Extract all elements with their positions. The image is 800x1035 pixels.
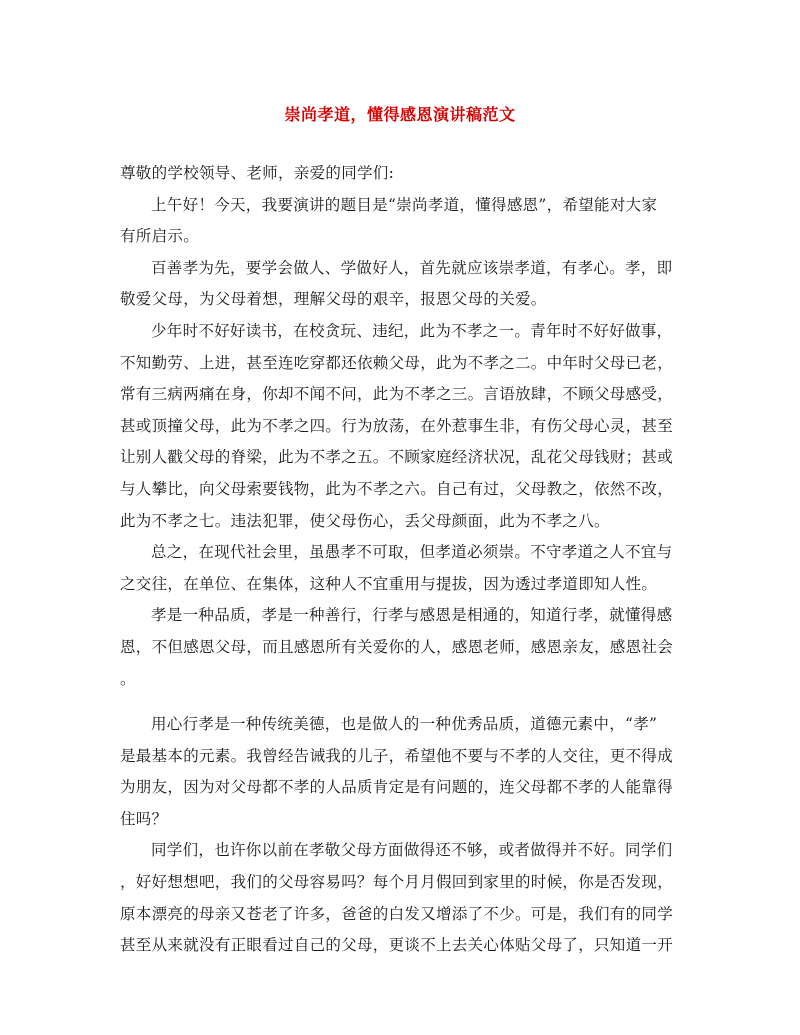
text-line: 之交往，在单位、在集体，这种人不宜重用与提拔，因为透过孝道即知人性。 [120, 574, 658, 593]
text-line: 孝是一种品质，孝是一种善行，行孝与感恩是相通的，知道行孝，就懂得感 [151, 606, 673, 625]
text-line: 尊敬的学校领导、老师，亲爱的同学们: [120, 164, 395, 182]
text-line: 此为不孝之七。违法犯罪，使父母伤心，丢父母颜面，此为不孝之八。 [120, 511, 610, 530]
text-line: ，好好想想吧，我们的父母容易吗？每个月月假回到家里的时候，你是否发现， [120, 873, 674, 892]
text-line: 原本漂亮的母亲又苍老了许多，爸爸的白发又增添了不少。可是，我们有的同学 [120, 904, 674, 923]
text-line: 上午好！今天，我要演讲的题目是“崇尚孝道，懂得感恩”，希望能对大家 [151, 195, 658, 214]
text-line: 常有三病两痛在身，你却不闻不问，此为不孝之三。言语放肆，不顾父母感受， [120, 385, 674, 404]
text-line: 有所启示。 [120, 227, 200, 246]
document-body [120, 158, 680, 962]
text-line: 不知勤劳、上进，甚至连吃穿都还依赖父母，此为不孝之二。中年时父母已老， [120, 353, 674, 372]
text-line: 用心行孝是一种传统美德，也是做人的一种优秀品质，道德元素中，“孝” [151, 715, 658, 734]
text-line: 让别人戳父母的脊梁，此为不孝之五。不顾家庭经济状况，乱花父母钱财；甚或 [120, 448, 674, 467]
text-line: 总之，在现代社会里，虽愚孝不可取，但孝道必须崇。不守孝道之人不宜与 [151, 543, 673, 562]
text-line: 。 [120, 669, 136, 688]
text-line: 为朋友，因为对父母都不孝的人品质肯定是有问题的，连父母都不孝的人能靠得 [120, 778, 674, 797]
text-line: 同学们，也许你以前在孝敬父母方面做得还不够，或者做得并不好。同学们 [151, 841, 673, 860]
text-line: 百善孝为先，要学会做人、学做好人，首先就应该崇孝道，有孝心。孝，即 [151, 258, 673, 277]
text-line: 敬爱父母，为父母着想，理解父母的艰辛，报恩父母的关爱。 [120, 290, 547, 309]
text-line: 与人攀比，向父母索要钱物，此为不孝之六。自己有过，父母教之，依然不改， [120, 479, 674, 498]
text-line: 住吗？ [120, 809, 168, 828]
document-title: 崇尚孝道，懂得感恩演讲稿范文 [284, 105, 516, 124]
text-line: 恩，不但感恩父母，而且感恩所有关爱你的人，感恩老师，感恩亲友，感恩社会 [120, 637, 674, 656]
text-line: 甚或顶撞父母，此为不孝之四。行为放荡，在外惹事生非，有伤父母心灵，甚至 [120, 416, 674, 435]
text-line: 少年时不好好读书，在校贪玩、违纪，此为不孝之一。青年时不好好做事， [151, 321, 673, 340]
text-line: 甚至从来就没有正眼看过自己的父母，更谈不上去关心体贴父母了，只知道一开 [120, 936, 674, 955]
paragraph-gap [120, 695, 680, 709]
text-line: 是最基本的元素。我曾经告诫我的儿子，希望他不要与不孝的人交往，更不得成 [120, 746, 674, 765]
